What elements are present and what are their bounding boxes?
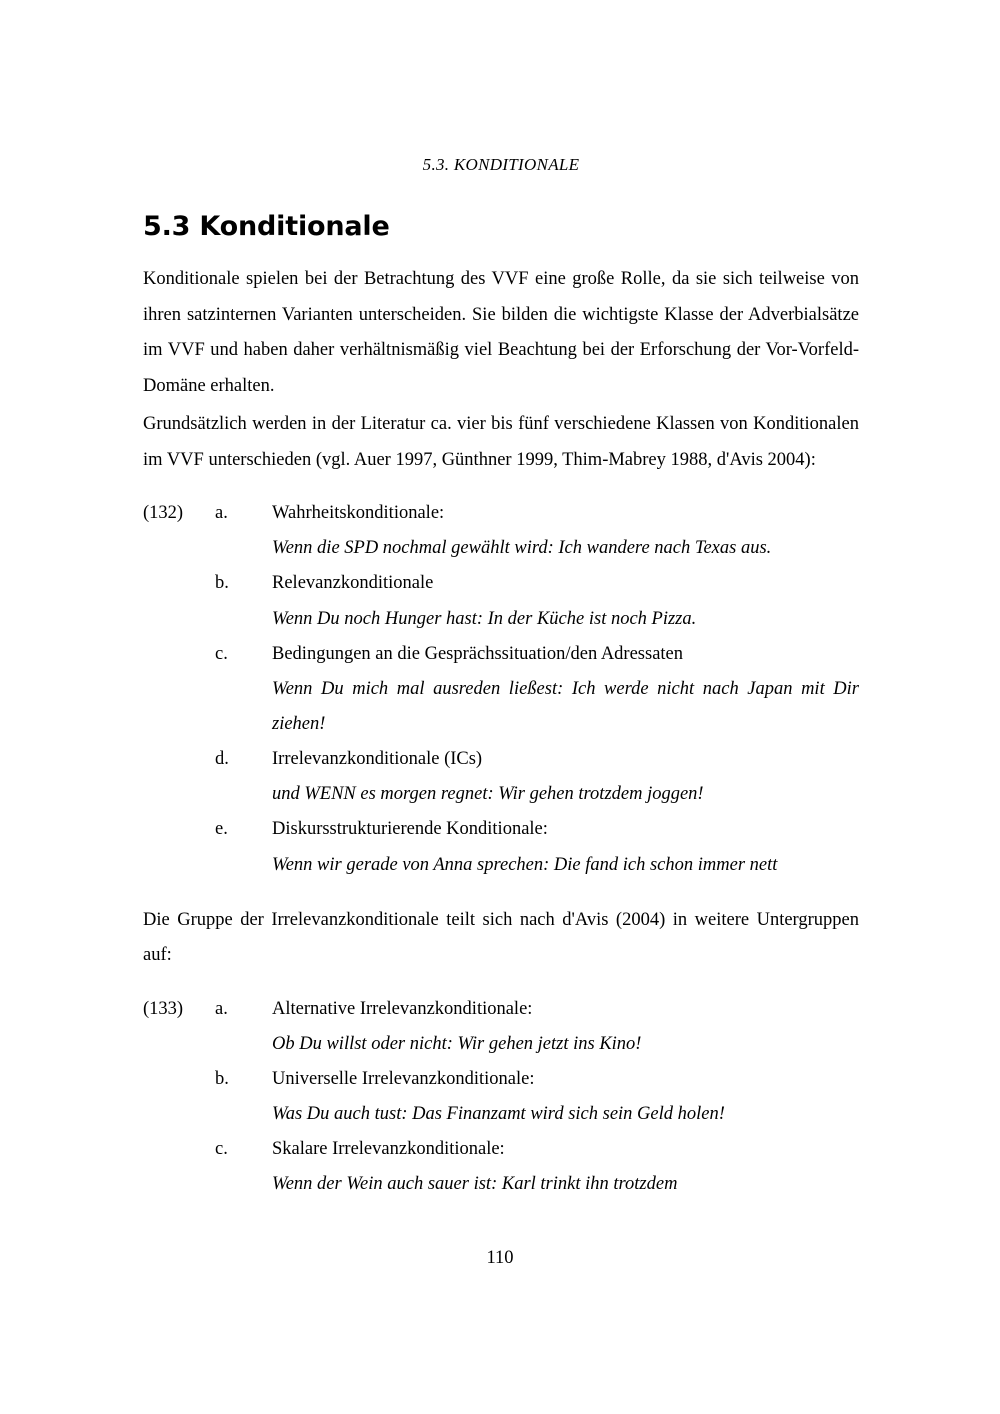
example-label: Alternative Irrelevanzkonditionale: xyxy=(272,998,533,1019)
example-label: Bedingungen an die Gesprächssituation/den Adressaten xyxy=(272,643,684,664)
example-sentence: Wenn Du mich mal ausreden ließest: Ich werde nicht nach Japan mit Dir ziehen! xyxy=(272,678,859,734)
example-letter: c. xyxy=(215,1139,228,1160)
example-label: Irrelevanzkonditionale (ICs) xyxy=(272,749,483,770)
example-letter: c. xyxy=(215,643,228,664)
page-content xyxy=(143,0,859,1203)
example-label: Wahrheitskonditionale: xyxy=(272,503,445,524)
example-item xyxy=(143,1132,859,1167)
example-item xyxy=(143,637,859,672)
running-head: 5.3. KONDITIONALE xyxy=(422,155,580,174)
example-sentence: und WENN es morgen regnet: Wir gehen trotzdem joggen! xyxy=(272,784,704,805)
example-item xyxy=(143,496,859,531)
example-item xyxy=(143,992,859,1027)
example-sentence: Wenn wir gerade von Anna sprechen: Die fand ich schon immer nett xyxy=(272,854,778,875)
paragraph-classes: Grundsätzlich werden in der Literatur ca. vier bis fünf verschiedene Klassen von Konditionalen im VVF unterschieden (vgl. Auer 1997, Günthner 1999, Thim-Mabrey 1988, d'Avis 2004): xyxy=(143,414,859,470)
example-item xyxy=(143,742,859,777)
example-letter: b. xyxy=(215,1068,229,1089)
example-label: Relevanzkonditionale xyxy=(272,573,434,594)
example-letter: b. xyxy=(215,573,229,594)
paragraph-intro: Konditionale spielen bei der Betrachtung des VVF eine große Rolle, da sie sich teilweise von ihren satzinternen Varianten unterscheiden. Sie bilden die wichtigste Klasse der Adverbialsätze im VVF und haben daher verhältnismäßig viel Beachtung bei der Erforschung der Vor-Vorfeld-Domäne erhalten. xyxy=(143,269,859,396)
example-letter: a. xyxy=(215,998,228,1019)
example-sentence: Wenn die SPD nochmal gewählt wird: Ich wandere nach Texas aus. xyxy=(272,538,772,559)
example-number: (132) xyxy=(143,503,184,524)
example-label: Skalare Irrelevanzkonditionale: xyxy=(272,1139,505,1160)
example-letter: e. xyxy=(215,819,228,840)
example-sentence: Wenn Du noch Hunger hast: In der Küche ist noch Pizza. xyxy=(272,608,697,629)
example-number: (133) xyxy=(143,998,184,1019)
example-letter: a. xyxy=(215,503,228,524)
example-sentence: Wenn der Wein auch sauer ist: Karl trinkt ihn trotzdem xyxy=(272,1174,678,1195)
example-block-132 xyxy=(143,496,859,883)
example-item xyxy=(143,566,859,601)
example-label: Diskursstrukturierende Konditionale: xyxy=(272,819,548,840)
example-sentence: Ob Du willst oder nicht: Wir gehen jetzt ins Kino! xyxy=(272,1033,642,1054)
example-block-133 xyxy=(143,992,859,1203)
example-item xyxy=(143,812,859,847)
example-letter: d. xyxy=(215,749,229,770)
page-number: 110 xyxy=(486,1248,514,1268)
example-sentence: Was Du auch tust: Das Finanzamt wird sich sein Geld holen! xyxy=(272,1104,725,1125)
example-item xyxy=(143,1062,859,1097)
page-title: 5.3 Konditionale xyxy=(143,211,390,242)
paragraph-subgroups: Die Gruppe der Irrelevanzkonditionale teilt sich nach d'Avis (2004) in weitere Untergruppen auf: xyxy=(143,909,859,966)
example-label: Universelle Irrelevanzkonditionale: xyxy=(272,1068,535,1089)
